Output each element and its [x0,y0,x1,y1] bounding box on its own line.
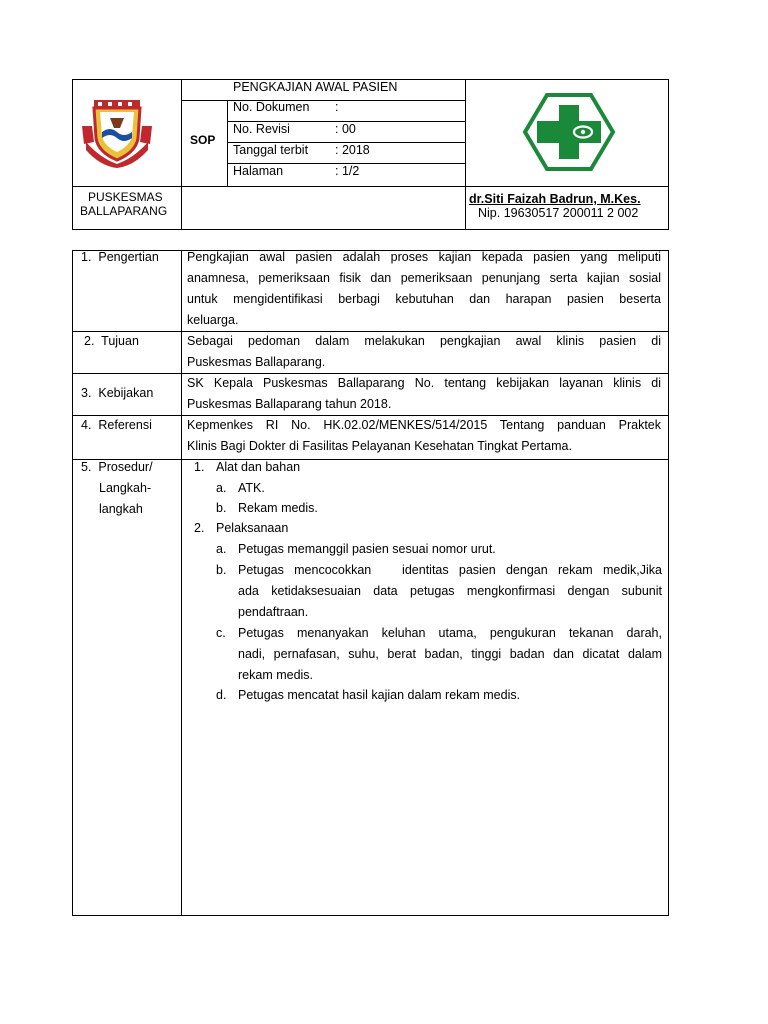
signer-name: dr.Siti Faizah Badrun, M.Kes. [469,192,641,206]
section-label-pengertian: 1. Pengertian [81,250,159,264]
item-letter: b. [216,501,227,515]
text-line: Kepmenkes RI No. HK.02.02/MENKES/514/2015 Tentang panduan Praktek [187,418,661,432]
step-number: 1. [194,460,205,474]
item-text: ATK. [238,481,265,495]
text-line: pendaftraan. [238,605,309,619]
institution-name-line2: BALLAPARANG [80,204,168,218]
text-line: Klinis Bagi Dokter di Fasilitas Pelayanan Kesehatan Tingkat Pertama. [187,439,572,453]
item-text [238,560,662,623]
document-title: PENGKAJIAN AWAL PASIEN [233,80,398,94]
sop-label: SOP [190,133,216,147]
text-line: anamnesa, pemeriksaan fisik dan pemeriksaan penunjang serta kajian sosial [187,271,661,285]
item-text: Petugas memanggil pasien sesuai nomor urut. [238,542,496,556]
item-letter: b. [216,563,227,577]
step-title: Alat dan bahan [216,460,301,474]
field-value-halaman: : 1/2 [335,164,360,178]
text-line: keluarga. [187,313,239,327]
signer-nip: Nip. 19630517 200011 2 002 [478,206,639,220]
field-value-no-dokumen: : [335,100,339,114]
field-label-halaman: Halaman [233,164,284,178]
institution-name-line1: PUSKESMAS [88,190,163,204]
section-label-tujuan: 2. Tujuan [84,334,139,348]
text-line: Puskesmas Ballaparang. [187,355,326,369]
field-label-tanggal-terbit: Tanggal terbit [233,143,309,157]
text-line: nadi, pernafasan, suhu, berat badan, tinggi badan dan dicatat dalam [238,647,662,661]
item-text: Rekam medis. [238,501,318,515]
item-text: Petugas mencatat hasil kajian dalam rekam medis. [238,688,521,702]
section-label-prosedur-line3: langkah [99,502,143,516]
item-letter: a. [216,542,227,556]
text-line: SK Kepala Puskesmas Ballaparang No. tentang kebijakan layanan klinis di [187,376,661,390]
section-text-referensi [187,415,661,457]
field-value-no-revisi: : 00 [335,122,356,136]
section-label-prosedur-line2: Langkah- [99,481,152,495]
item-letter: d. [216,688,227,702]
text-line: Pengkajian awal pasien adalah proses kajian kepada pasien yang meliputi [187,250,661,264]
section-text-tujuan [187,331,661,373]
text-line: Petugas menanyakan keluhan utama, pengukuran tekanan darah, [238,626,662,640]
section-label-kebijakan: 3. Kebijakan [81,386,154,400]
section-text-kebijakan [187,373,661,415]
field-label-no-dokumen: No. Dokumen [233,100,310,114]
item-letter: a. [216,481,227,495]
section-label-referensi: 4. Referensi [81,418,152,432]
field-label-no-revisi: No. Revisi [233,122,290,136]
item-letter: c. [216,626,226,640]
text-line: ada ketidaksesuaian data petugas mengkonfirmasi dengan subunit [238,584,662,598]
text-line: Sebagai pedoman dalam melakukan pengkajian awal klinis pasien di [187,334,661,348]
field-value-tanggal-terbit: : 2018 [335,143,370,157]
step-title: Pelaksanaan [216,521,289,535]
item-text [238,623,662,686]
text-line: Petugas mencocokkan identitas pasien dengan rekam medik,Jika [238,563,662,577]
text-line: untuk mengidentifikasi berbagi kebutuhan dan harapan pasien beserta [187,292,661,306]
text-line: rekam medis. [238,668,314,682]
regional-crest-icon [80,96,154,170]
puskesmas-logo-icon [521,92,617,172]
step-number: 2. [194,521,205,535]
section-text-pengertian [187,247,661,331]
text-line: Puskesmas Ballaparang tahun 2018. [187,397,392,411]
section-label-prosedur: 5. Prosedur/ [81,460,153,474]
